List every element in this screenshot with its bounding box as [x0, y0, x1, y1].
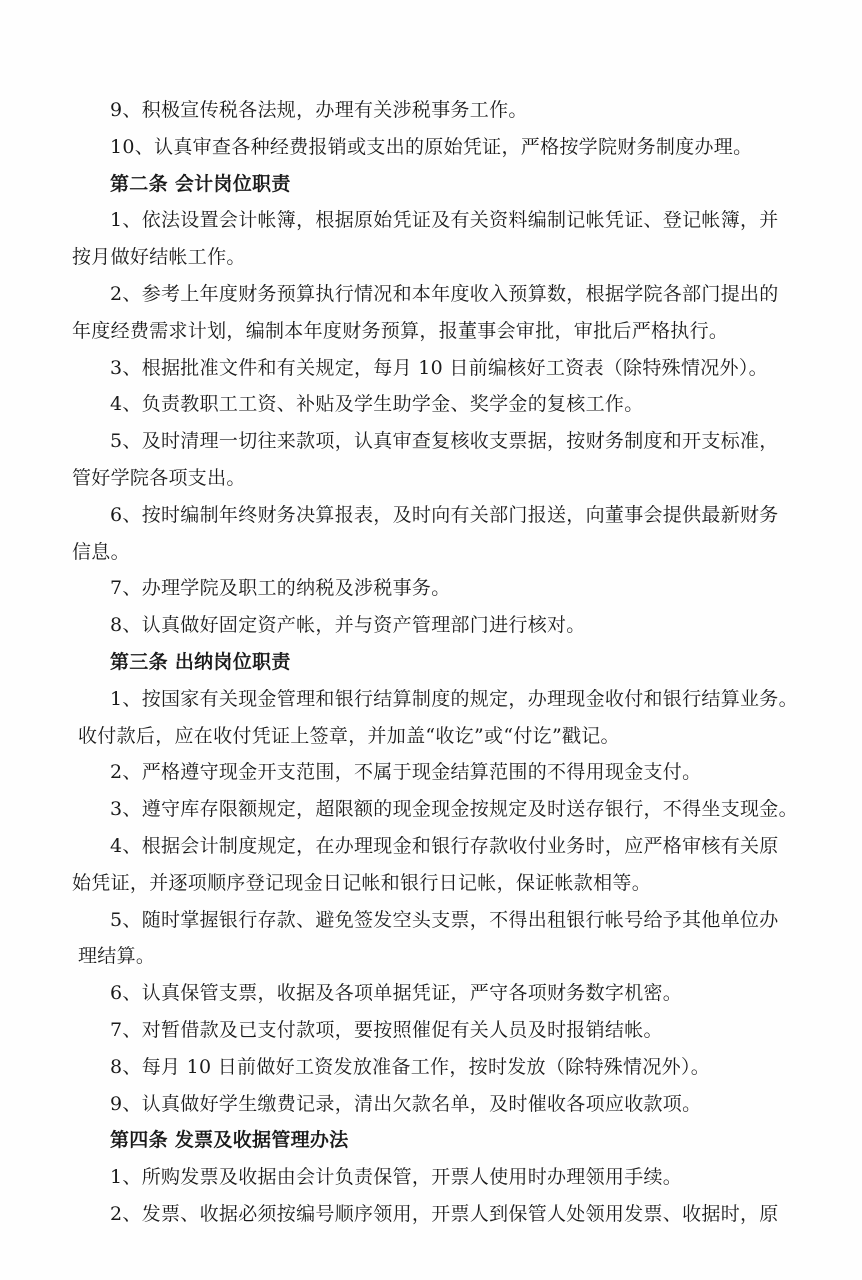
paragraph-line: 1、所购发票及收据由会计负责保管，开票人使用时办理领用手续。 [110, 1166, 683, 1189]
paragraph-continuation: 按月做好结帐工作。 [72, 246, 246, 269]
section-heading: 第四条 发票及收据管理办法 [110, 1129, 349, 1152]
paragraph-line: 9、积极宣传税各法规，办理有关涉税事务工作。 [110, 99, 528, 121]
paragraph-continuation: 理结算。 [78, 945, 156, 968]
paragraph-line: 6、按时编制年终财务决算报表，及时向有关部门报送，向董事会提供最新财务 [110, 503, 779, 526]
paragraph-continuation: 始凭证，并逐项顺序登记现金日记帐和银行日记帐，保证帐款相等。 [72, 871, 652, 894]
paragraph-line: 7、办理学院及职工的纳税及涉税事务。 [110, 577, 451, 600]
paragraph-line: 5、随时掌握银行存款、避免签发空头支票，不得出租银行帐号给予其他单位办 [110, 908, 779, 931]
paragraph-line: 2、发票、收据必须按编号顺序领用，开票人到保管人处领用发票、收据时，原 [110, 1202, 779, 1225]
paragraph-line: 4、负责教职工工资、补贴及学生助学金、奖学金的复核工作。 [110, 393, 644, 416]
paragraph-line: 8、认真做好固定资产帐，并与资产管理部门进行核对。 [110, 614, 586, 637]
paragraph-line: 2、严格遵守现金开支范围，不属于现金结算范围的不得用现金支付。 [110, 761, 702, 784]
section-heading: 第二条 会计岗位职责 [110, 172, 291, 195]
paragraph-line: 9、认真做好学生缴费记录，清出欠款名单，及时催收各项应收款项。 [110, 1092, 702, 1115]
paragraph-line: 6、认真保管支票，收据及各项单据凭证，严守各项财务数字机密。 [110, 982, 683, 1005]
paragraph-line: 4、根据会计制度规定，在办理现金和银行存款收付业务时，应严格审核有关原 [110, 834, 779, 857]
document-body [72, 100, 807, 1241]
paragraph-line: 7、对暂借款及已支付款项，要按照催促有关人员及时报销结帐。 [110, 1018, 663, 1041]
section-heading: 第三条 出纳岗位职责 [110, 650, 291, 673]
paragraph-line: 2、参考上年度财务预算执行情况和本年度收入预算数，根据学院各部门提出的 [110, 282, 779, 305]
paragraph-continuation: 管好学院各项支出。 [72, 466, 246, 489]
paragraph-continuation: 信息。 [72, 540, 130, 563]
paragraph-line: 1、依法设置会计帐簿，根据原始凭证及有关资料编制记帐凭证、登记帐簿，并 [110, 209, 779, 232]
paragraph-line: 10、认真审查各种经费报销或支出的原始凭证，严格按学院财务制度办理。 [110, 135, 753, 158]
paragraph-line: 3、根据批准文件和有关规定，每月 10 日前编核好工资表（除特殊情况外）。 [110, 356, 768, 379]
paragraph-line: 5、及时清理一切往来款项，认真审查复核收支票据，按财务制度和开支标准， [110, 430, 779, 453]
paragraph-line: 3、遵守库存限额规定，超限额的现金现金按规定及时送存银行，不得坐支现金。 [110, 798, 798, 821]
paragraph-line: 1、按国家有关现金管理和银行结算制度的规定，办理现金收付和银行结算业务。 [110, 687, 798, 710]
paragraph-continuation: 年度经费需求计划，编制本年度财务预算，报董事会审批，审批后严格执行。 [72, 319, 729, 342]
paragraph-line: 8、每月 10 日前做好工资发放准备工作，按时发放（除特殊情况外）。 [110, 1055, 711, 1078]
paragraph-continuation: 收付款后，应在收付凭证上签章，并加盖“收讫”或“付讫”戳记。 [78, 724, 620, 747]
